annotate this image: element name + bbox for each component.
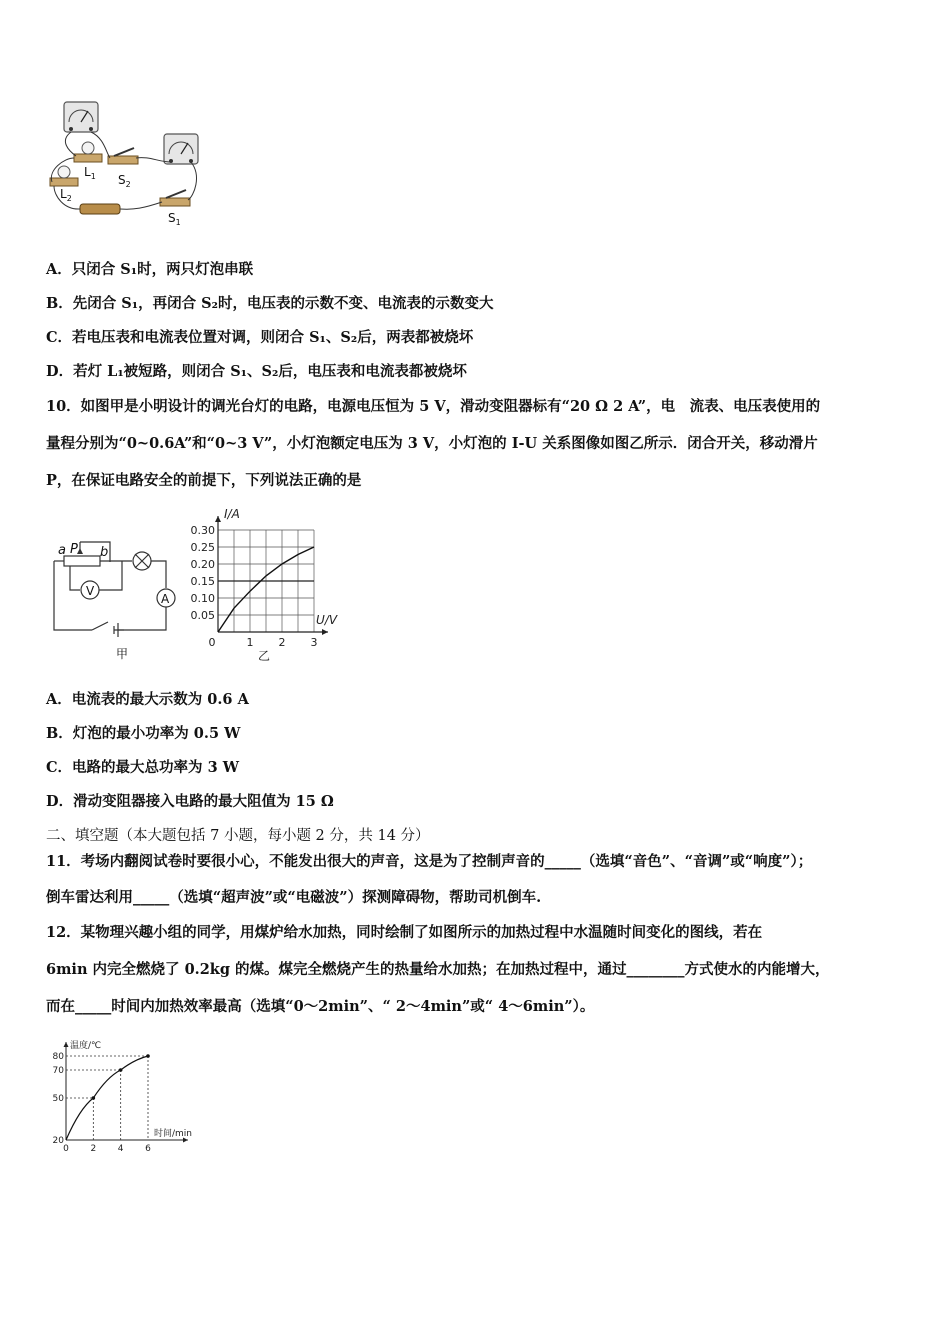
caption-yi: 乙 — [258, 649, 271, 663]
q10-option-d: D．滑动变阻器接入电路的最大阻值为 15 Ω — [46, 793, 334, 810]
q9-option-a: A．只闭合 S₁时，两只灯泡串联 — [46, 261, 254, 278]
y-tick-label: 0.25 — [190, 541, 215, 554]
label-v: V — [86, 584, 95, 598]
x-tick-label: 2 — [90, 1144, 97, 1154]
switch-s2-icon — [108, 148, 138, 164]
q11-line-1: 11．考场内翻阅试卷时要很小心，不能发出很大的声音，这是为了控制声音的_____（选填“音色”、“音调”或“响度”）； — [46, 853, 813, 870]
x-tick-label: 0 — [63, 1144, 69, 1154]
y-tick-label: 0.30 — [190, 524, 215, 537]
lamp-l1-icon — [74, 142, 102, 162]
y-tick-label: 80 — [52, 1052, 64, 1062]
q9-option-d: D．若灯 L₁被短路，则闭合 S₁、S₂后，电压表和电流表都被烧坏 — [46, 363, 467, 380]
switch-s1-icon — [160, 190, 190, 206]
x-axis-label: 时间/min — [154, 1129, 193, 1139]
y-axis-arrow — [215, 516, 221, 522]
q10-option-c: C．电路的最大总功率为 3 W — [46, 759, 240, 776]
q12-line-2: 6min 内完全燃烧了 0.2kg 的煤。煤完全燃烧产生的热量给水加热；在加热过程中，通过________方式使水的内能增大， — [46, 961, 830, 978]
label-s1: $S_1$ — [168, 211, 181, 227]
q10-iu-chart — [180, 505, 355, 665]
q9-circuit-figure — [44, 96, 214, 230]
rheostat-resistor — [64, 556, 100, 566]
q10-option-b: B．灯泡的最小功率为 0.5 W — [46, 725, 241, 742]
q10-stem-line-3: P，在保证电路安全的前提下，下列说法正确的是 — [46, 472, 362, 489]
q11-line-2: 倒车雷达利用_____（选填“超声波”或“电磁波”）探测障碍物，帮助司机倒车. — [46, 889, 542, 906]
label-l1: $L_1$ — [84, 165, 96, 181]
q12-temperature-chart — [44, 1036, 204, 1160]
y-tick-label: 0.05 — [190, 609, 215, 622]
meter-icon-2 — [164, 134, 198, 164]
label-p: P — [70, 542, 78, 557]
y-tick-label: 0.10 — [190, 592, 215, 605]
q9-option-b: B．先闭合 S₁，再闭合 S₂时，电压表的示数不变、电流表的示数变大 — [46, 295, 494, 312]
y-tick-label: 0.20 — [190, 558, 215, 571]
y-tick-label: 50 — [52, 1094, 64, 1104]
q10-stem-line-2: 量程分别为“0~0.6A”和“0~3 V”，小灯泡额定电压为 3 V，小灯泡的 I-U 关系图像如图乙所示．闭合开关，移动滑片 — [46, 435, 818, 452]
x-tick-label: 6 — [145, 1144, 151, 1154]
y-axis-label: 温度/℃ — [70, 1041, 102, 1051]
x-tick-label: 0 — [208, 636, 216, 649]
label-ammeter: A — [161, 592, 170, 606]
label-s2: $S_2$ — [118, 173, 131, 189]
meter-icon-1 — [64, 102, 98, 132]
label-a: a — [58, 543, 66, 558]
switch-icon — [92, 622, 108, 630]
q10-option-a: A．电流表的最大示数为 0.6 A — [46, 691, 249, 708]
q10-circuit-diagram — [50, 530, 190, 665]
q12-line-3: 而在_____时间内加热效率最高（选填“0～2min”、“ 2～4min”或“ 4～6min”）。 — [46, 998, 595, 1015]
y-tick-label: 70 — [52, 1066, 64, 1076]
q9-option-c: C．若电压表和电流表位置对调，则闭合 S₁、S₂后，两表都被烧坏 — [46, 329, 474, 346]
label-l2: $L_2$ — [60, 187, 72, 203]
section-2-heading: 二、填空题（本大题包括 7 小题，每小题 2 分，共 14 分） — [46, 828, 430, 844]
x-tick-label: 1 — [246, 636, 254, 649]
y-tick-label: 0.15 — [190, 575, 215, 588]
y-axis-label: I/A — [224, 507, 240, 521]
caption-jia: 甲 — [116, 647, 129, 661]
label-b: b — [100, 545, 109, 560]
y-axis-arrow — [64, 1042, 69, 1047]
battery-icon — [80, 204, 120, 214]
x-tick-label: 2 — [278, 636, 286, 649]
x-axis-label: U/V — [316, 613, 338, 627]
q12-line-1: 12．某物理兴趣小组的同学，用煤炉给水加热，同时绘制了如图所示的加热过程中水温随时间变化的图线，若在 — [46, 924, 763, 941]
y-tick-label: 20 — [52, 1136, 64, 1146]
q10-stem-line-1: 10．如图甲是小明设计的调光台灯的电路，电源电压恒为 5 V，滑动变阻器标有“20 Ω 2 A”，电 流表、电压表使用的 — [46, 398, 821, 415]
x-tick-label: 3 — [310, 636, 318, 649]
x-axis-arrow — [322, 629, 328, 635]
x-tick-label: 4 — [117, 1144, 124, 1154]
